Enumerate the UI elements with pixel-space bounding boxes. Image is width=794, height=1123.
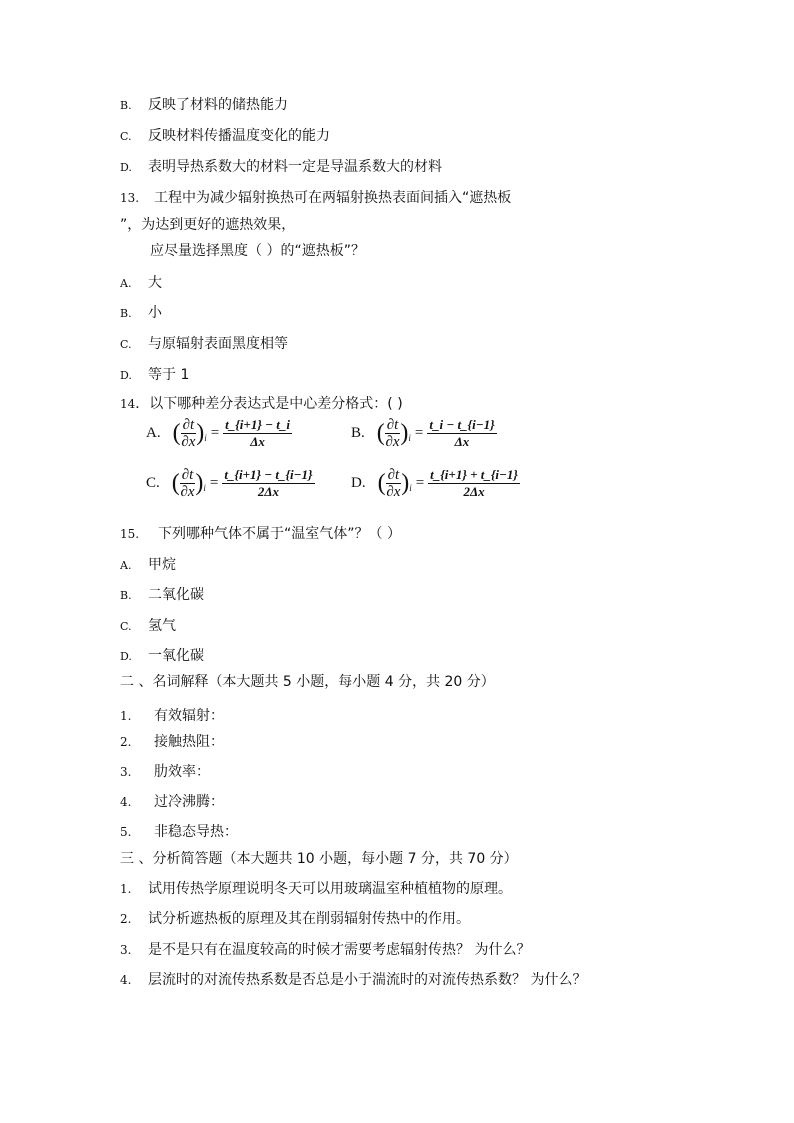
item-text: 试用传热学原理说明冬天可以用玻璃温室种植植物的原理。 — [148, 881, 512, 897]
q14-option-a: A. ( $\frac{\partial t}{\partial x}$ )$_i$ = $\frac{t\_\{i+1\} - t\_i}{\Delta x}$ — [146, 417, 290, 450]
term-item — [120, 823, 238, 841]
q12-option-b — [120, 96, 288, 115]
option-text: 大 — [148, 275, 162, 291]
formula-numerator: t_{i+1} − t_{i−1} — [224, 467, 313, 482]
item-number: 4. — [120, 795, 132, 809]
formula-numerator: t_i − t_{i−1} — [429, 417, 495, 432]
option-label: B. — [120, 307, 132, 320]
option-label: A. — [120, 277, 132, 290]
q13-stem-line2 — [120, 216, 295, 234]
item-text: 肋效率： — [154, 764, 210, 780]
section3-heading: 三 、分析简答题（本大题共 10 小题，每小题 7 分，共 70 分） — [120, 851, 518, 867]
q14-stem — [120, 395, 403, 413]
question-text: 下列哪种气体不属于“温室气体”？（ ） — [158, 526, 401, 542]
q15-option-c — [120, 617, 176, 636]
item-number: 2. — [120, 912, 132, 926]
q15-option-b — [120, 586, 204, 605]
question-text: ．以下哪种差分表达式是中心差分格式：( ) — [135, 396, 403, 412]
option-text: 甲烷 — [148, 557, 176, 573]
item-number: 1. — [120, 709, 132, 723]
q14-option-b: B. ( $\frac{\partial t}{\partial x}$ )$_i$ = $\frac{t\_i - t\_\{i-1\}}{\Delta x}$ — [351, 417, 495, 450]
item-text: 层流时的对流传热系数是否总是小于湍流时的对流传热系数？ 为什么？ — [148, 972, 587, 988]
q13-stem-line3 — [150, 242, 365, 260]
question-item — [120, 910, 470, 928]
question-item — [120, 880, 512, 898]
term-item — [120, 733, 224, 751]
question-number: 13. — [120, 191, 140, 205]
option-text: 小 — [148, 305, 162, 321]
q14-option-d: D. ( $\frac{\partial t}{\partial x}$ )$_i$ = $\frac{t\_\{i+1\} + t\_\{i-1\}}{2\Delta x}$ — [351, 467, 518, 500]
item-number: 1. — [120, 882, 132, 896]
option-text: 与原辐射表面黑度相等 — [148, 336, 288, 352]
formula-denominator: Δx — [250, 434, 265, 449]
q13-option-d — [120, 366, 189, 385]
formula-denominator: 2Δx — [257, 484, 280, 499]
option-text: 氢气 — [148, 618, 176, 634]
question-text: 工程中为减少辐射换热可在两辐射换热表面间插入“遮热板 — [154, 190, 512, 206]
option-text: 表明导热系数大的材料一定是导温系数大的材料 — [148, 159, 442, 175]
option-text: 反映了材料的储热能力 — [148, 97, 288, 113]
question-text: ”，为达到更好的遮热效果， — [120, 217, 296, 233]
q13-option-b — [120, 304, 162, 323]
q15-stem — [120, 525, 401, 543]
q13-option-a — [120, 274, 162, 293]
option-text: 等于 1 — [148, 367, 190, 383]
question-number: 15. — [120, 527, 140, 541]
item-text: 试分析遮热板的原理及其在削弱辐射传热中的作用。 — [148, 911, 470, 927]
term-item — [120, 707, 224, 725]
item-number: 3. — [120, 765, 132, 779]
question-text: 应尽量选择黑度（ ）的“遮热板”？ — [150, 243, 365, 259]
q12-option-d — [120, 158, 442, 177]
item-text: 过冷沸腾： — [154, 794, 224, 810]
item-number: 5. — [120, 825, 132, 839]
option-label: A. — [120, 559, 132, 572]
option-label: C. — [120, 338, 132, 351]
option-label: B. — [120, 589, 132, 602]
formula-numerator: t_{i+1} + t_{i−1} — [430, 467, 518, 482]
q12-option-c — [120, 127, 330, 146]
option-label: C. — [120, 130, 132, 143]
formula-denominator: Δx — [454, 434, 470, 449]
q14-option-c: C. ( $\frac{\partial t}{\partial x}$ )$_i$ = $\frac{t\_\{i+1\} - t\_\{i-1\}}{2\Delta x}$ — [146, 467, 313, 500]
option-text: 一氧化碳 — [148, 648, 204, 664]
item-number: 4. — [120, 973, 132, 987]
option-label: C. — [120, 620, 132, 633]
question-item — [120, 941, 530, 959]
q13-option-c — [120, 335, 288, 354]
question-item — [120, 971, 586, 989]
q15-option-d — [120, 647, 204, 666]
section2-heading: 二 、名词解释（本大题共 5 小题，每小题 4 分，共 20 分） — [120, 674, 495, 690]
option-label: B. — [120, 99, 132, 112]
q15-option-a — [120, 556, 176, 575]
formula-numerator: t_{i+1} − t_i — [225, 417, 290, 432]
option-label: B. — [351, 425, 365, 441]
item-number: 3. — [120, 943, 132, 957]
question-number: 14 — [120, 397, 136, 411]
term-item — [120, 793, 224, 811]
option-label: A. — [146, 425, 161, 441]
item-text: 接触热阻： — [154, 734, 224, 750]
option-text: 反映材料传播温度变化的能力 — [148, 128, 330, 144]
option-label: D. — [120, 369, 132, 382]
option-label: C. — [146, 475, 160, 491]
option-label: D. — [351, 475, 366, 491]
term-item — [120, 763, 210, 781]
item-text: 非稳态导热： — [154, 824, 238, 840]
item-number: 2. — [120, 735, 132, 749]
item-text: 有效辐射： — [154, 708, 224, 724]
option-text: 二氧化碳 — [148, 587, 204, 603]
item-text: 是不是只有在温度较高的时候才需要考虑辐射传热？ 为什么？ — [148, 942, 531, 958]
formula-denominator: 2Δx — [463, 484, 485, 499]
option-label: D. — [120, 161, 132, 174]
option-label: D. — [120, 650, 132, 663]
q13-stem — [120, 189, 511, 207]
